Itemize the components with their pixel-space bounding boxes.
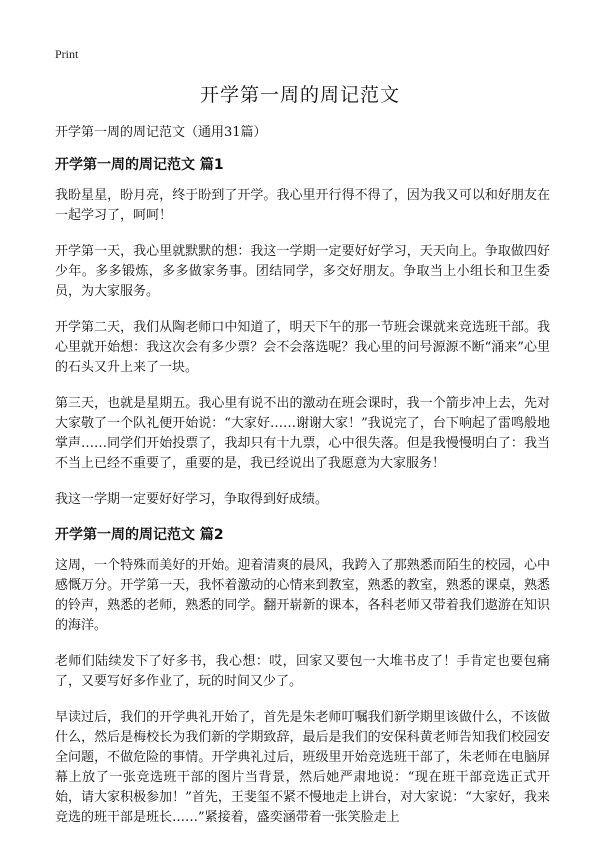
paragraph: 开学第一天，我心里就默默的想：我这一学期一定要好好学习，天天向上。争取做四好少年。多多锻炼，多多做家务事。团结同学，多交好朋友。争取当上小组长和卫生委员，为大家服务。 [55,244,550,299]
essay-section-2 [55,526,550,828]
paragraph: 早读过后，我们的开学典礼开始了，首先是朱老师叮嘱我们新学期里该做什么，不该做什么，然后是梅校长为我们新的学期致辞，最后是我们的安保科黄老师告知我们校园安全问题，不做危险的事情。开学典礼过后，班级里开始竞选班干部了，朱老师在电脑屏幕上放了一张竞选班干部的图片当背景，然后她严肃地说：“现在班干部竞选正式开始，请大家积极参加！”首先，王斐玺不紧不慢地走上讲台，对大家说：“大家好，我来竞选的班干部是班长……”紧接着，盛奕涵带着一张笑脸走上 [55,710,550,825]
paragraph: 我盼星星，盼月亮，终于盼到了开学。我心里开行得不得了，因为我又可以和好朋友在一起学习了，呵呵！ [55,188,550,223]
document-body [55,124,550,844]
section-heading: 开学第一周的周记范文 篇1 [55,157,224,173]
section-heading: 开学第一周的周记范文 篇2 [55,527,224,543]
paragraph: 开学第二天，我们从陶老师口中知道了，明天下午的那一节班会课就来竞选班干部。我心里就开始想：我这次会有多少票？会不会落选呢？我心里的问号源源不断“涌来”心里的石头又升上来了一块。 [55,320,550,375]
essay-section-1 [55,156,550,510]
paragraph: 老师们陆续发下了好多书，我心想：哎，回家又要包一大堆书皮了！手肯定也要包痛了，又要写好多作业了，玩的时间又少了。 [55,654,550,689]
page-title: 开学第一周的周记范文 [199,84,400,106]
print-link[interactable]: Print [55,47,79,61]
paragraph: 这周，一个特殊而美好的开始。迎着清爽的晨风，我跨入了那熟悉而陌生的校园，心中感慨万分。开学第一天，我怀着激动的心情来到教室，熟悉的教室，熟悉的课桌，熟悉的铃声，熟悉的老师，熟悉的同学。翻开崭新的课本，各科老师又带着我们遨游在知识的海洋。 [55,558,550,633]
document-subtitle: 开学第一周的周记范文（通用31篇） [55,125,267,140]
paragraph: 第三天，也就是星期五。我心里有说不出的激动在班会课时，我一个箭步冲上去，先对大家敬了一个队礼便开始说：“大家好……谢谢大家！”我说完了，台下响起了雷鸣般地掌声……同学们开始投票了，我却只有十九票，心中很失落。但是我慢慢明白了：我当不当上已经不重要了，重要的是，我已经说出了我愿意为大家服务！ [55,396,550,471]
paragraph: 我这一学期一定要好好学习，争取得到好成绩。 [55,492,329,507]
